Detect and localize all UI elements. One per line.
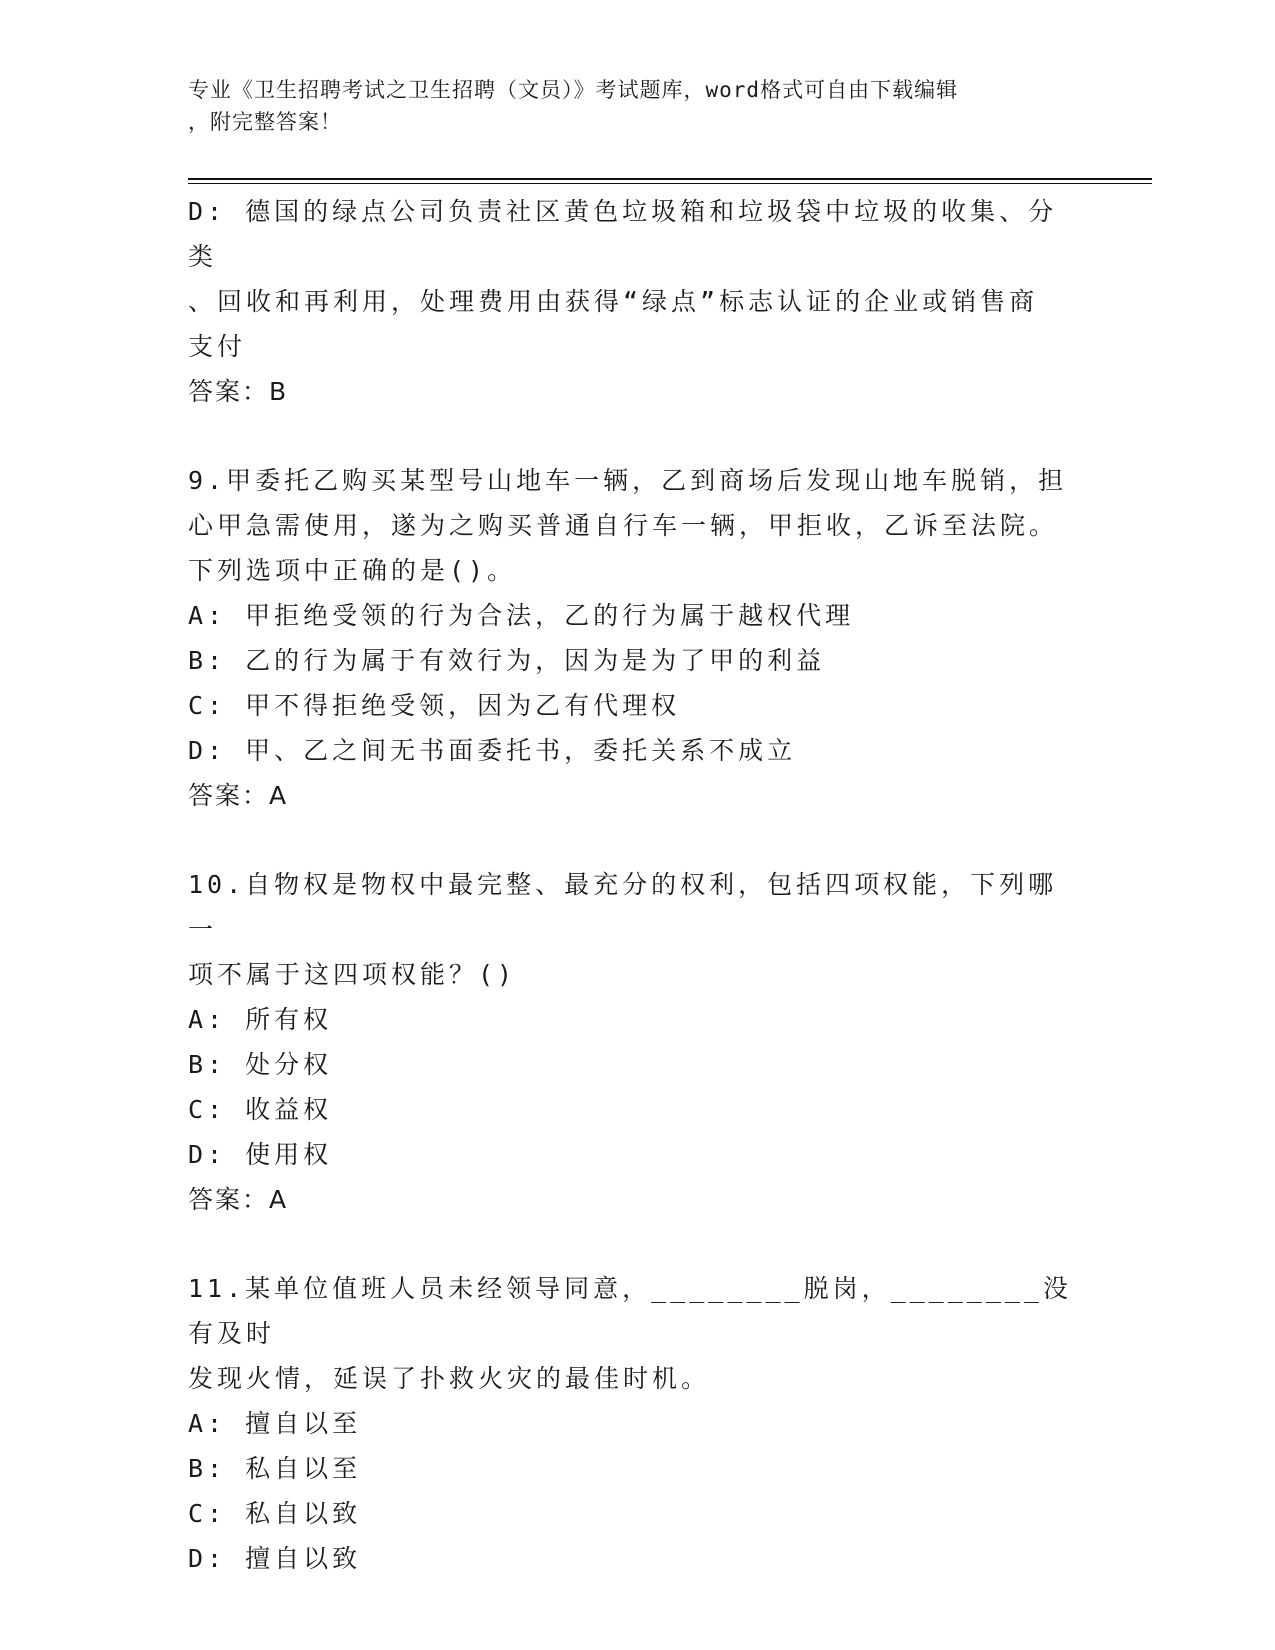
question-stem-line: 9.甲委托乙购买某型号山地车一辆，乙到商场后发现山地车脱销，担 bbox=[188, 466, 1068, 495]
option-c: C: 收益权 bbox=[188, 1095, 333, 1124]
document-header bbox=[188, 74, 1068, 138]
question-stem-line: 11.某单位值班人员未经领导同意，________脱岗，________没有及时 bbox=[188, 1274, 1072, 1348]
header-divider-thin bbox=[188, 183, 1152, 184]
option-c: C: 私自以致 bbox=[188, 1499, 362, 1528]
option-c: C: 甲不得拒绝受领，因为乙有代理权 bbox=[188, 691, 681, 720]
header-line-2: ，附完整答案！ bbox=[188, 110, 342, 134]
option-b: B: 乙的行为属于有效行为，因为是为了甲的利益 bbox=[188, 646, 826, 675]
answer-line: 答案：A bbox=[188, 781, 289, 810]
option-d: D: 擅自以致 bbox=[188, 1544, 362, 1573]
header-divider-thick bbox=[188, 178, 1152, 180]
question-stem-line: 10.自物权是物权中最完整、最充分的权利，包括四项权能，下列哪一 bbox=[188, 870, 1058, 944]
option-d: D: 使用权 bbox=[188, 1140, 333, 1169]
option-line: 、回收和再利用，处理费用由获得“绿点”标志认证的企业或销售商 bbox=[188, 287, 1039, 316]
question-9 bbox=[188, 458, 1078, 818]
option-line: 支付 bbox=[188, 332, 247, 361]
option-b: B: 私自以至 bbox=[188, 1454, 362, 1483]
question-11 bbox=[188, 1266, 1078, 1581]
answer-line: 答案：A bbox=[188, 1185, 289, 1214]
question-stem-line: 项不属于这四项权能？() bbox=[188, 960, 517, 989]
option-a: A: 甲拒绝受领的行为合法，乙的行为属于越权代理 bbox=[188, 601, 855, 630]
header-line-1: 专业《卫生招聘考试之卫生招聘（文员）》考试题库，word格式可自由下载编辑 bbox=[188, 78, 959, 102]
question-stem-line: 发现火情，延误了扑救火灾的最佳时机。 bbox=[188, 1364, 711, 1393]
question-10 bbox=[188, 862, 1078, 1222]
option-line: D: 德国的绿点公司负责社区黄色垃圾箱和垃圾袋中垃圾的收集、分类 bbox=[188, 197, 1058, 271]
option-d: D: 甲、乙之间无书面委托书，委托关系不成立 bbox=[188, 736, 797, 765]
option-a: A: 擅自以至 bbox=[188, 1409, 362, 1438]
answer-line: 答案：B bbox=[188, 377, 289, 406]
question-8-continuation bbox=[188, 189, 1078, 414]
document-body bbox=[188, 189, 1078, 1581]
question-stem-line: 下列选项中正确的是()。 bbox=[188, 556, 517, 585]
option-b: B: 处分权 bbox=[188, 1050, 333, 1079]
option-a: A: 所有权 bbox=[188, 1005, 333, 1034]
question-stem-line: 心甲急需使用，遂为之购买普通自行车一辆，甲拒收，乙诉至法院。 bbox=[188, 511, 1059, 540]
